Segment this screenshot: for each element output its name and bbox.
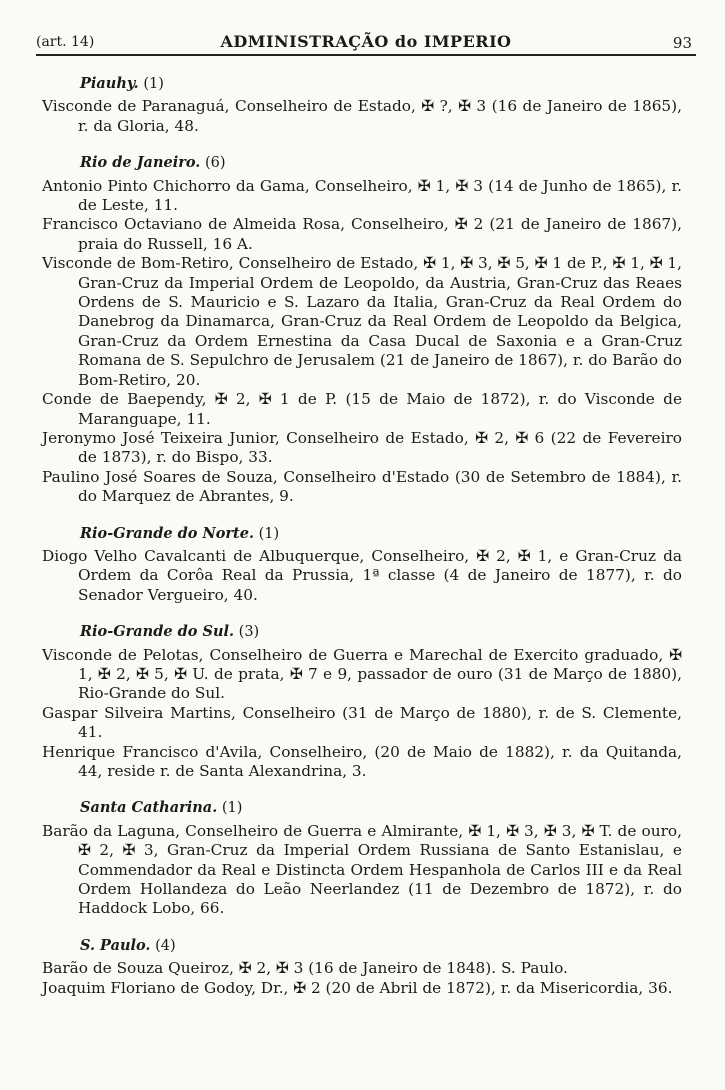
senator-entry: Visconde de Paranaguá, Conselheiro de Estado, ✠ ?, ✠ 3 (16 de Janeiro de 1865), r. da Gloria, 48. [42, 97, 682, 135]
province-section [36, 524, 682, 606]
senator-entry: Antonio Pinto Chichorro da Gama, Conselheiro, ✠ 1, ✠ 3 (14 de Junho de 1865), r. de Leste, 11. [42, 176, 682, 215]
article-reference: (art. 14) [36, 34, 95, 50]
document-body [36, 74, 682, 1015]
senator-entry: Barão de Souza Queiroz, ✠ 2, ✠ 3 (16 de Janeiro de 1848). S. Paulo. [42, 959, 568, 978]
senator-entry: Diogo Velho Cavalcanti de Albuquerque, Conselheiro, ✠ 2, ✠ 1, e Gran-Cruz da Ordem da Corôa Real da Prussia, 1ª classe (4 de Janeiro de 1877), r. do Senador Vergueiro, 40. [42, 546, 682, 604]
province-heading [80, 524, 682, 544]
page-number: 93 [672, 34, 692, 52]
province-section [36, 153, 682, 506]
province-name: S. Paulo. [80, 936, 151, 954]
province-name: Piauhy. [80, 75, 139, 92]
senator-entry: Conde de Baependy, ✠ 2, ✠ 1 de P. (15 de Maio de 1872), r. do Visconde de Maranguape, 11. [42, 390, 682, 428]
province-name: Rio-Grande do Norte. [80, 524, 255, 542]
province-count: (1) [143, 76, 164, 92]
province-count: (6) [204, 155, 226, 172]
province-count: (1) [221, 800, 243, 817]
province-name: Santa Catharina. [80, 799, 218, 817]
province-section [36, 74, 682, 136]
senator-entry: Francisco Octaviano de Almeida Rosa, Conselheiro, ✠ 2 (21 de Janeiro de 1867), praia do Russell, 16 A. [42, 215, 682, 253]
senator-entry: Henrique Francisco d'Avila, Conselheiro, (20 de Maio de 1882), r. da Quitanda, 44, reside r. de Santa Alexandrina, 3. [42, 742, 682, 780]
senator-entry: Visconde de Bom-Retiro, Conselheiro de Estado, ✠ 1, ✠ 3, ✠ 5, ✠ 1 de P., ✠ 1, ✠ 1, Gran-Cruz da Imperial Ordem de Leopoldo, da Austria, Gran-Cruz das Reaes Ordens de S. Mauricio e S. Lazaro da Italia, Gran-Cruz da Real Ordem do Danebrog da Dinamarca, Gran-Cruz da Real Ordem de Leopoldo da Belgica, Gran-Cruz da Ordem Ernestina da Casa Ducal de Saxonia e a Gran-Cruz Romana de S. Sepulchro de Jerusalem (21 de Janeiro de 1867), r. do Barão do Bom-Retiro, 20. [42, 254, 682, 389]
province-section [36, 798, 682, 918]
province-section [36, 936, 682, 998]
page-header [36, 30, 696, 56]
senator-entry: Paulino José Soares de Souza, Conselheiro d'Estado (30 de Setembro de 1884), r. do Marquez de Abrantes, 9. [42, 467, 682, 506]
province-heading [80, 74, 682, 94]
province-heading [80, 153, 682, 173]
senator-entry: Barão da Laguna, Conselheiro de Guerra e Almirante, ✠ 1, ✠ 3, ✠ 3, ✠ T. de ouro, ✠ 2, ✠ 3, Gran-Cruz da Imperial Ordem Russiana de Santo Estanislau, e Commendador da Real e Distincta Ordem Hespanhola de Carlos III e da Real Ordem Hollandeza do Leão Neerlandez (11 de Dezembro de 1872), r. do Haddock Lobo, 66. [42, 821, 682, 918]
province-name: Rio-Grande do Sul. [80, 623, 235, 641]
province-heading [80, 936, 682, 956]
province-heading [80, 798, 682, 818]
province-count: (1) [258, 525, 280, 542]
running-title: ADMINISTRAÇÃO do IMPERIO [220, 32, 512, 51]
senator-entry: Visconde de Pelotas, Conselheiro de Guerra e Marechal de Exercito graduado, ✠ 1, ✠ 2, ✠ 5, ✠ U. de prata, ✠ 7 e 9, passador de ouro (31 de Março de 1880), Rio-Grande do Sul. [42, 645, 682, 703]
senator-entry: Gaspar Silveira Martins, Conselheiro (31 de Março de 1880), r. de S. Clemente, 41. [42, 703, 682, 742]
senator-entry: Jeronymo José Teixeira Junior, Conselheiro de Estado, ✠ 2, ✠ 6 (22 de Fevereiro de 1873), r. do Bispo, 33. [42, 428, 682, 467]
province-count: (4) [155, 937, 176, 954]
senator-entry: Joaquim Floriano de Godoy, Dr., ✠ 2 (20 de Abril de 1872), r. da Misericordia, 36. [42, 978, 673, 997]
province-name: Rio de Janeiro. [80, 154, 201, 172]
province-section [36, 622, 682, 781]
province-count: (3) [238, 624, 260, 641]
province-heading [80, 622, 682, 642]
